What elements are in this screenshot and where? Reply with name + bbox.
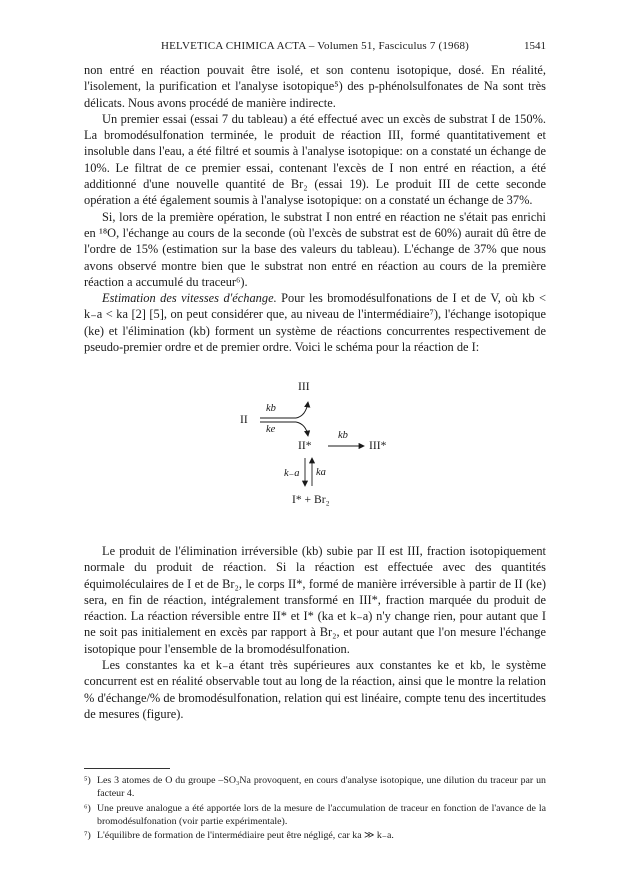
paragraph-estimation — [84, 290, 546, 355]
compound-i-star-br2: I* + Br₂ — [292, 493, 330, 506]
body-text-bottom — [84, 543, 546, 722]
rate-ka: ka — [316, 467, 326, 478]
reaction-scheme — [220, 378, 440, 518]
section-heading: Estimation des vitesses d'échange. — [102, 291, 277, 306]
compound-iii-star: III* — [369, 439, 387, 452]
paragraph-text: Pour les bromodésulfonations de I et de V, où kb < k₋a < ka [2] [5], on peut considérer que, au niveau de l'intermédiaire⁷), l'échange isotopique (ke) et l'élimination (kb) forment un système de réactions concurrentes respectivement de pseudo-premier ordre et de premier ordre. Voici le schéma pour la réaction de I: — [84, 291, 546, 355]
footnote-number: ⁷) — [84, 830, 91, 841]
paragraph: non entré en réaction pouvait être isolé, et son contenu isotopique, dosé. En réalité, l'isolement, la purification et l'analyse isotopique⁵) des p-phénolsulfonates de Na sont très délicats. Nous avons procédé de manière indirecte. — [84, 63, 546, 110]
rate-kb-upper: kb — [266, 403, 276, 414]
journal-title: HELVETICA CHIMICA ACTA – Volumen 51, Fasciculus 7 (1968) — [160, 40, 470, 52]
body-text-top — [84, 62, 546, 355]
arrow-ii-to-iii-up — [296, 402, 308, 418]
rate-ke: ke — [266, 424, 276, 435]
scheme-arrows — [220, 378, 440, 518]
page-number: 1541 — [524, 40, 546, 52]
rate-kb-right: kb — [338, 430, 348, 441]
footnote — [84, 775, 546, 800]
paragraph: Si, lors de la première opération, le substrat I non entré en réaction ne s'était pas enrichi en ¹⁸O, l'échange au cours de la seconde (où l'excès de substrat est de 60%) aurait dû être de l'ordre de 15% (estimation sur la base des valeurs du tableau). L'échange de 37% que nous avons observé montre bien que le substrat non entré en réaction au cours de la première réaction a accumulé du traceur⁶). — [84, 209, 546, 289]
compound-iii: III — [298, 380, 310, 393]
running-header — [84, 40, 546, 56]
footnote — [84, 803, 546, 828]
paragraph: Le produit de l'élimination irréversible (kb) subie par II est III, fraction isotopiquement normale du produit de réaction. Si la réaction est effectuée avec des quantités équimoléculaires de I et de Br₂, le corps II*, formé de manière irréversible à partir de II (ke) sera, en fin de réaction, intégralement transformé en III*, fraction marquée du produit de réaction. La réaction réversible entre II* et I* (ka et k₋a) n'y change rien, pour autant que I ne soit pas initialement en excès par rapport à Br₂, et pour autant que l'on mesure l'échange isotopique pour l'ensemble de la bromodésulfonation. — [84, 544, 546, 656]
footnote-text: Une preuve analogue a été apportée lors de la mesure de l'accumulation de traceur en fonction de l'avance de la bromodésulfonation (voir partie expérimentale). — [97, 803, 546, 827]
rate-k-minus-a: k₋a — [284, 468, 300, 479]
footnote-text: Les 3 atomes de O du groupe –SO₃Na provoquent, en cours d'analyse isotopique, une dilution du traceur par un facteur 4. — [97, 775, 546, 799]
compound-ii-star: II* — [298, 439, 312, 452]
footnote-text: L'équilibre de formation de l'intermédiaire peut être négligé, car ka ≫ k₋a. — [97, 830, 394, 841]
footnote — [84, 830, 546, 843]
footnote-number: ⁶) — [84, 803, 91, 814]
footnote-rule — [84, 768, 170, 769]
paragraph: Un premier essai (essai 7 du tableau) a été effectué avec un excès de substrat I de 150%. La bromodésulfonation terminée, le produit de réaction III, formé quantitativement et insoluble dans l'eau, a été filtré et soumis à l'analyse isotopique: on a constaté un échange de 10%. Le filtrat de ce premier essai, contenant l'excès de I non entré en réaction, a été additionné d'une nouvelle quantité de Br₂ (essai 19). Le produit III de cette seconde opération a été également soumis à l'analyse isotopique: on a constaté un échange de 37%. — [84, 111, 546, 208]
paragraph: Les constantes ka et k₋a étant très supérieures aux constantes ke et kb, le système concurrent est en réalité observable tout au long de la réaction, ainsi que le montre la relation % d'échange/% de bromodésulfonation, relation qui est linéaire, compte tenu des incertitudes de mesures (figure). — [84, 658, 546, 721]
arrow-ii-to-iistar-down — [296, 422, 308, 436]
compound-ii: II — [240, 413, 248, 426]
footnote-number: ⁵) — [84, 775, 91, 786]
